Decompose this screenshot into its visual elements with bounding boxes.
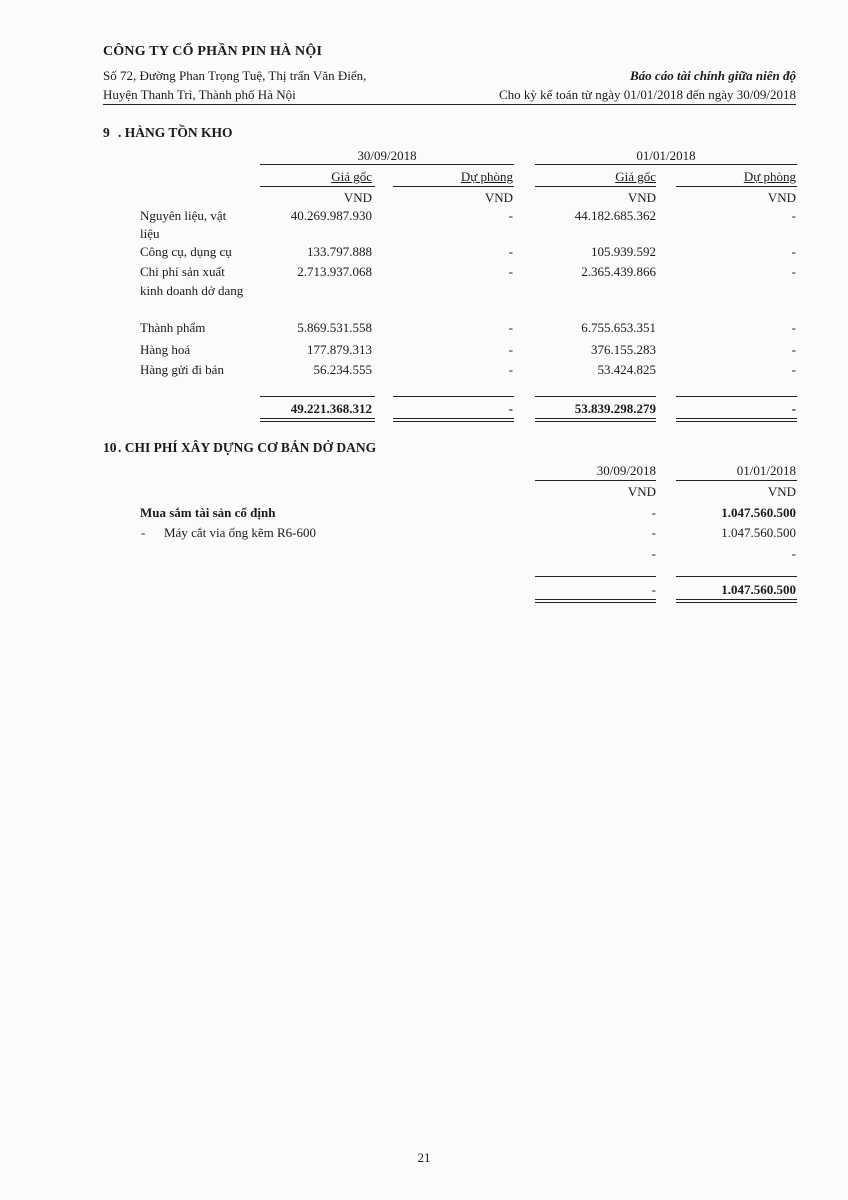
section9-col-prov2: Dự phòng [743,169,796,184]
total-cost2: 53.839.298.279 [574,401,656,416]
section10-total-top-rule2 [676,576,797,577]
section10-unit2: VND [767,484,796,499]
total-cost1: 49.221.368.312 [290,401,372,416]
row-cost2: 44.182.685.362 [574,208,656,223]
section9-unit1: VND [343,190,372,205]
total-double-rule3 [535,418,656,422]
row-prov2: - [791,244,796,259]
company-name: CÔNG TY CỔ PHẦN PIN HÀ NỘI [103,44,323,59]
row-cost2: 105.939.592 [591,244,656,259]
total-double-rule1 [260,418,375,422]
total-top-rule3 [535,396,656,397]
row-prov2: - [791,208,796,223]
row-prov2: - [791,342,796,357]
row-cost1: 177.879.313 [307,342,372,357]
row-prov1: - [508,362,513,377]
section10-total-val2: 1.047.560.500 [721,582,796,597]
section9-unit3: VND [627,190,656,205]
section9-date2-rule [535,164,797,165]
group-val2: 1.047.560.500 [721,505,796,520]
section9-col-rule2 [393,186,514,187]
section10-total-top-rule1 [535,576,656,577]
row-cost2: 376.155.283 [591,342,656,357]
row-label-cont: kinh doanh dở dang [140,283,244,298]
section9-date1-rule [260,164,514,165]
item-val1: - [651,525,656,540]
section9-col-cost2: Giá gốc [615,169,656,184]
section10-date1-rule [535,480,656,481]
section10-date2-rule [676,480,797,481]
row-prov2: - [791,320,796,335]
row-prov1: - [508,320,513,335]
section9-col-prov1: Dự phòng [460,169,513,184]
group-label: Mua sắm tài sản cố định [140,505,276,520]
section10-title: . CHI PHÍ XÂY DỰNG CƠ BẢN DỞ DANG [118,440,377,455]
row-label: Thành phẩm [140,320,206,335]
page-number: 21 [417,1150,431,1165]
total-top-rule4 [676,396,797,397]
row-prov2: - [791,362,796,377]
section9-col-rule3 [535,186,656,187]
row-cost2: 53.424.825 [597,362,656,377]
section10-total-double-rule1 [535,599,656,603]
row-prov1: - [508,208,513,223]
row-label: Nguyên liệu, vật [140,208,227,223]
total-top-rule1 [260,396,375,397]
company-address-line2: Huyện Thanh Trì, Thành phố Hà Nội [103,87,296,102]
row-label: Hàng hoá [140,342,191,357]
row-label: Hàng gửi đi bán [140,362,224,377]
report-period: Cho kỳ kế toán từ ngày 01/01/2018 đến ngày 30/09/2018 [499,87,796,102]
section10-date2: 01/01/2018 [736,463,796,478]
section9-unit2: VND [484,190,513,205]
blank-val1: - [651,546,656,561]
section9-date1: 30/09/2018 [357,148,417,163]
item-label: Máy cắt via ống kẽm R6-600 [164,525,316,540]
row-cost1: 40.269.987.930 [290,208,372,223]
item-bullet: - [141,525,146,540]
total-prov1: - [508,401,513,416]
total-double-rule2 [393,418,514,422]
row-label: Chi phí sản xuất [140,264,225,279]
section9-unit4: VND [767,190,796,205]
section10-number: 10 [103,440,117,455]
row-prov1: - [508,342,513,357]
row-cost1: 133.797.888 [307,244,372,259]
row-prov1: - [508,264,513,279]
blank-val2: - [791,546,796,561]
row-prov1: - [508,244,513,259]
row-cost1: 5.869.531.558 [297,320,372,335]
section9-title: . HÀNG TỒN KHO [118,125,233,140]
section9-date2: 01/01/2018 [636,148,696,163]
row-label-cont: liệu [140,226,160,241]
row-cost2: 6.755.653.351 [581,320,656,335]
section9-number: 9 [103,125,110,140]
section10-unit1: VND [627,484,656,499]
total-prov2: - [791,401,796,416]
report-title: Báo cáo tài chính giữa niên độ [630,68,796,83]
header-rule [103,104,796,105]
company-address-line1: Số 72, Đường Phan Trọng Tuệ, Thị trấn Văn Điển, [103,68,367,83]
row-prov2: - [791,264,796,279]
row-label: Công cụ, dụng cụ [140,244,232,259]
section10-total-val1: - [651,582,656,597]
section10-date1: 30/09/2018 [596,463,656,478]
total-top-rule2 [393,396,514,397]
row-cost1: 56.234.555 [313,362,372,377]
total-double-rule4 [676,418,797,422]
group-val1: - [651,505,656,520]
item-val2: 1.047.560.500 [721,525,796,540]
row-cost2: 2.365.439.866 [581,264,656,279]
section10-total-double-rule2 [676,599,797,603]
section9-col-rule1 [260,186,375,187]
row-cost1: 2.713.937.068 [297,264,372,279]
section9-col-rule4 [676,186,797,187]
section9-col-cost1: Giá gốc [331,169,372,184]
